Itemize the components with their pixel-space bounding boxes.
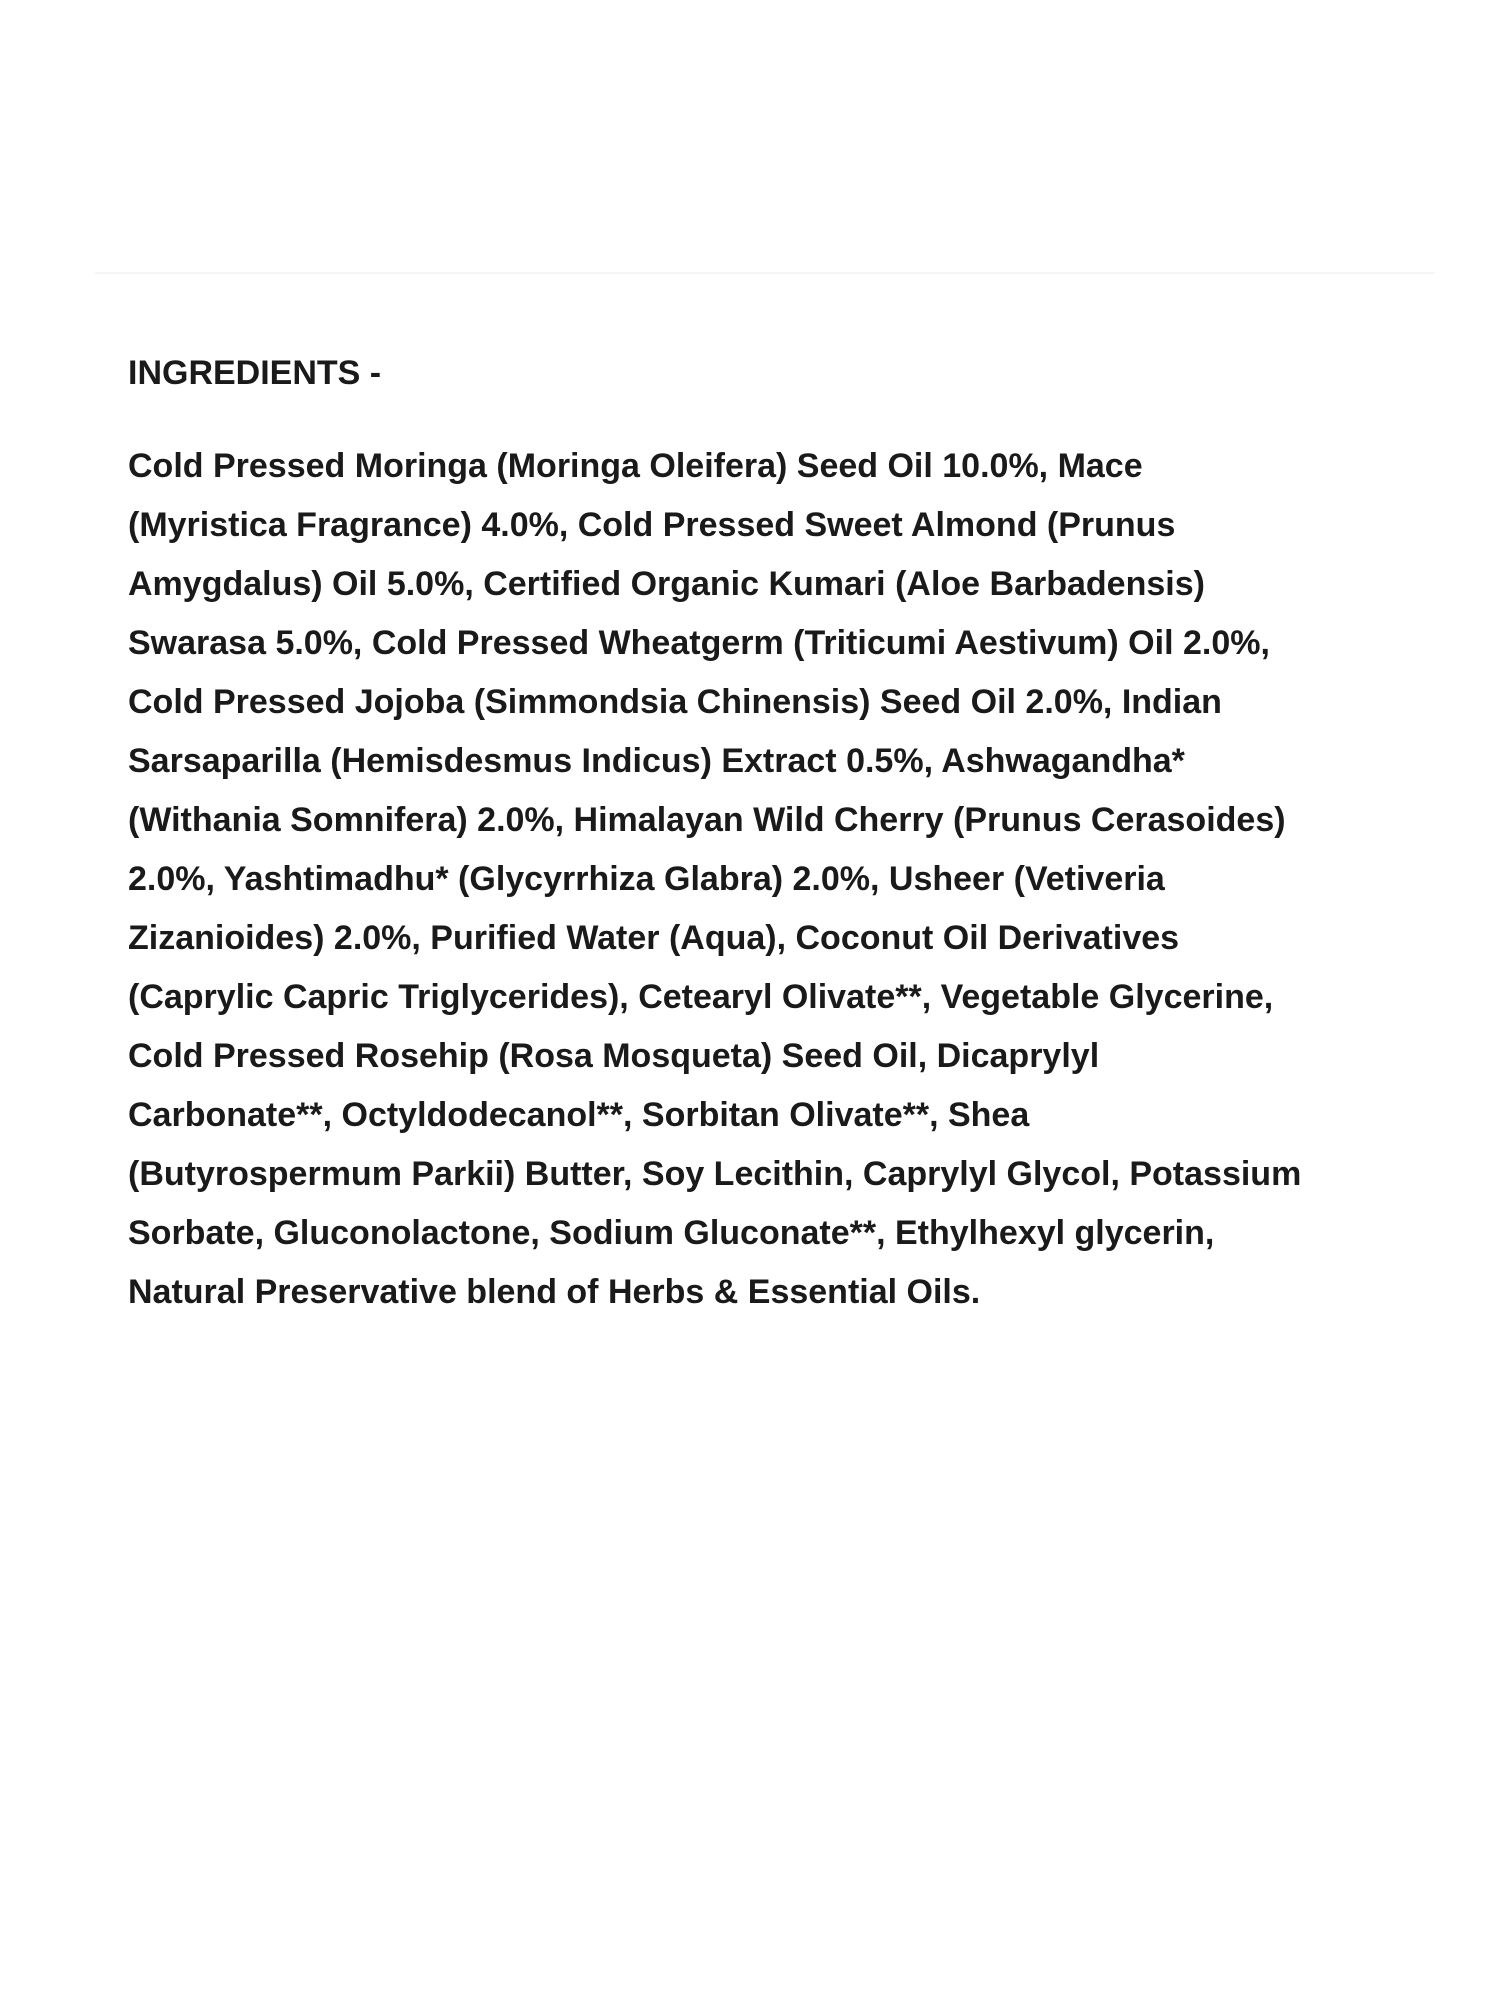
ingredients-line: Cold Pressed Jojoba (Simmondsia Chinensis) Seed Oil 2.0%, Indian	[128, 683, 1222, 721]
divider	[95, 272, 1435, 274]
ingredients-line: Natural Preservative blend of Herbs & Essential Oils.	[128, 1273, 981, 1311]
ingredients-line: 2.0%, Yashtimadhu* (Glycyrrhiza Glabra) 2.0%, Usheer (Vetiveria	[128, 860, 1165, 898]
ingredients-line: Carbonate**, Octyldodecanol**, Sorbitan Olivate**, Shea	[128, 1096, 1030, 1134]
ingredients-line: Swarasa 5.0%, Cold Pressed Wheatgerm (Triticumi Aestivum) Oil 2.0%,	[128, 624, 1270, 662]
ingredients-line: Cold Pressed Rosehip (Rosa Mosqueta) Seed Oil, Dicaprylyl	[128, 1037, 1100, 1075]
ingredients-line: Amygdalus) Oil 5.0%, Certified Organic Kumari (Aloe Barbadensis)	[128, 565, 1205, 603]
ingredients-line: (Myristica Fragrance) 4.0%, Cold Pressed Sweet Almond (Prunus	[128, 506, 1176, 544]
ingredients-line: Cold Pressed Moringa (Moringa Oleifera) Seed Oil 10.0%, Mace	[128, 447, 1143, 485]
ingredients-heading: INGREDIENTS -	[128, 354, 382, 392]
ingredients-line: Sorbate, Gluconolactone, Sodium Gluconate**, Ethylhexyl glycerin,	[128, 1214, 1215, 1252]
ingredients-line: (Caprylic Capric Triglycerides), Cetearyl Olivate**, Vegetable Glycerine,	[128, 978, 1274, 1016]
ingredients-line: Sarsaparilla (Hemisdesmus Indicus) Extract 0.5%, Ashwagandha*	[128, 742, 1185, 780]
ingredients-line: (Butyrospermum Parkii) Butter, Soy Lecithin, Caprylyl Glycol, Potassium	[128, 1155, 1302, 1193]
ingredients-line: (Withania Somnifera) 2.0%, Himalayan Wild Cherry (Prunus Cerasoides)	[128, 801, 1286, 839]
ingredients-line: Zizanioides) 2.0%, Purified Water (Aqua), Coconut Oil Derivatives	[128, 919, 1180, 957]
ingredients-text-block	[128, 437, 1428, 1322]
